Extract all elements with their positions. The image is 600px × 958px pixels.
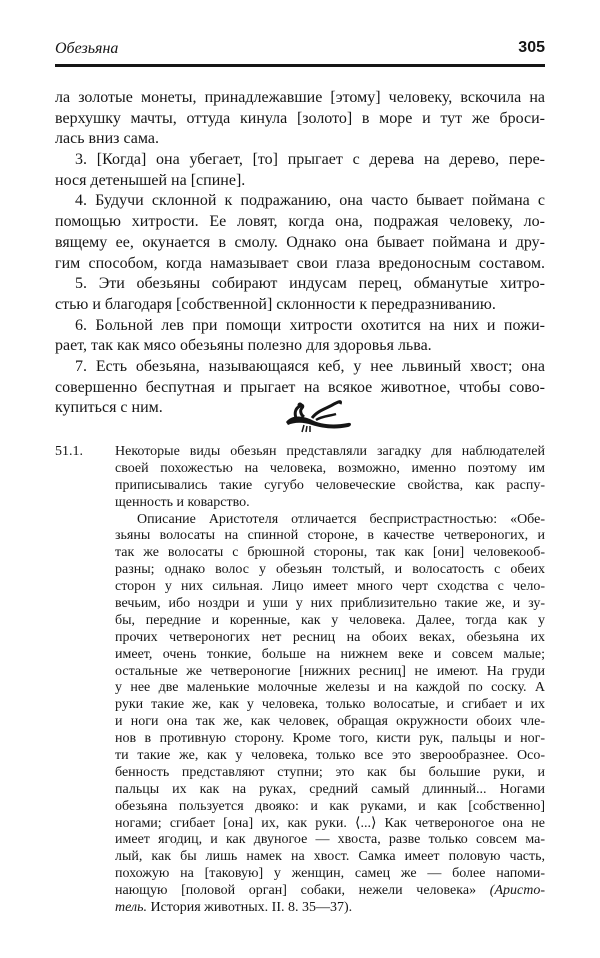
- text-segment: ногами; сгибает [она] их, как руки. ⟨...⟩ Как четвероногое она не: [115, 815, 545, 831]
- text-segment: вечьим, ибо ноздри и уши у них приблизительно такие же, и зу-: [115, 596, 545, 612]
- text-line: [115, 816, 545, 833]
- text-line: [115, 883, 545, 900]
- text-line: [55, 150, 545, 171]
- note-number: 51.1.: [55, 444, 83, 459]
- text-segment: 3. [Когда] она убегает, [то] прыгает с дерева на дерево, пере-: [75, 151, 545, 169]
- text-line: [115, 613, 545, 630]
- text-line: [115, 461, 545, 478]
- text-line: [115, 664, 545, 681]
- text-segment: 4. Будучи склонной к подражанию, она часто бывает поймана с: [75, 192, 545, 210]
- text-segment: стью и благодаря [собственной] склонности к передразниванию.: [55, 295, 496, 313]
- text-segment: сторон у них сильная. Лицо имеет много черт сходства с чело-: [115, 579, 545, 595]
- text-segment: похожую на [таковую] у женщин, самец же — более напоми-: [115, 866, 545, 882]
- text-line: [115, 782, 545, 799]
- text-segment: гим способом, когда намазывает свои глаза вредоносным составом.: [55, 254, 545, 272]
- text-line: [115, 647, 545, 664]
- text-segment: Описание Аристотеля отличается беспристрастностью: «Обе-: [137, 511, 545, 527]
- text-segment: лый, как бы лишь намек на хвост. Самка имеет половую часть,: [115, 849, 545, 865]
- text-line: [55, 88, 545, 109]
- text-segment: приписывались такие сугубо человеческие свойства, как распу-: [115, 477, 545, 493]
- text-line: [115, 512, 545, 529]
- text-line: [115, 596, 545, 613]
- text-segment: верхушку мачты, оттуда кинула [золото] в море и тут же броси-: [55, 109, 545, 127]
- text-segment: разны; однако волос у обезьян толстый, и волосатость с обеих: [115, 562, 545, 578]
- text-line: [55, 233, 545, 254]
- main-text: [55, 88, 545, 419]
- text-line: [115, 478, 545, 495]
- page-number: 305: [518, 39, 545, 56]
- text-line: [115, 765, 545, 782]
- text-line: [55, 295, 545, 316]
- text-segment: ла золотые монеты, принадлежавшие [этому] человеку, вскочила на: [55, 89, 545, 106]
- text-segment: История животных. II. 8. 35—37).: [146, 900, 353, 916]
- text-line: [115, 697, 545, 714]
- text-line: [115, 579, 545, 596]
- italic-text: (Аристо-: [489, 883, 545, 899]
- text-line: [115, 714, 545, 731]
- text-segment: остальные же четвероногие [нижних ресниц] не имеют. На груди: [115, 663, 545, 679]
- text-segment: так же волосаты с брюшной стороны, так как [они] человекооб-: [115, 545, 545, 561]
- text-segment: прочих четвероногих нет ресниц на обоих веках, обезьяна их: [115, 629, 545, 645]
- text-line: [115, 849, 545, 866]
- text-segment: рает, так как мясо обезьяны полезно для здоровья льва.: [55, 337, 432, 355]
- text-segment: нося детенышей на [спине].: [55, 171, 246, 189]
- text-line: [115, 799, 545, 816]
- text-segment: пальцы их как на руках, средний самый длинный... Ногами: [115, 781, 545, 797]
- text-segment: помощью хитрости. Ее ловят, когда она, подражая человеку, ло-: [55, 213, 545, 231]
- header-rule: [55, 64, 545, 67]
- text-segment: руки такие же, как у человека, только волосатые, и сгибает и их: [115, 697, 545, 713]
- text-segment: бенность представляют ступни; это как бы большие руки, и: [115, 764, 545, 780]
- text-segment: щенность и коварство.: [115, 494, 250, 510]
- text-segment: совершенно беспутная и прыгает на всякое животное, чтобы сово-: [55, 378, 545, 396]
- text-segment: ти такие же, как у человека, только все это зверообразнее. Осо-: [115, 748, 545, 764]
- text-segment: имеет ягодиц, и как двуногое — хвоста, разве только совсем ма-: [115, 832, 545, 848]
- text-segment: вящему ее, окунается в смолу. Однако она бывает поймана и дру-: [55, 233, 545, 251]
- text-line: [115, 630, 545, 647]
- text-line: [55, 129, 545, 150]
- text-line: [115, 731, 545, 748]
- italic-text: тель.: [115, 900, 147, 916]
- running-header-title: Обезьяна: [55, 40, 119, 57]
- text-segment: нающую [половой орган] собаки, нежели человека»: [115, 883, 490, 899]
- text-line: [55, 336, 545, 357]
- text-segment: лась вниз сама.: [55, 130, 159, 148]
- text-line: [115, 528, 545, 545]
- text-segment: бы, передние и коренные, как у человека. Далее, тогда как у: [115, 612, 545, 628]
- text-line: [55, 212, 545, 233]
- text-line: [115, 866, 545, 883]
- text-line: [55, 171, 545, 192]
- commentary-text: [115, 444, 545, 917]
- text-segment: Некоторые виды обезьян представляли загадку для наблюдателей: [115, 444, 545, 459]
- text-segment: зьяны волосаты на спинной стороне, в качестве четвероногих, и: [115, 528, 545, 544]
- text-line: [55, 254, 545, 275]
- text-line: [55, 274, 545, 295]
- text-line: [55, 357, 545, 378]
- text-segment: нов в противную сторону. Кроме того, кисти рук, пальцы и ног-: [115, 731, 545, 747]
- text-segment: 6. Больной лев при помощи хитрости охотится на них и пожи-: [75, 316, 545, 334]
- text-line: [115, 832, 545, 849]
- text-segment: 7. Есть обезьяна, называющаяся кеб, у нее львиный хвост; она: [75, 357, 545, 375]
- text-line: [115, 680, 545, 697]
- text-line: [55, 191, 545, 212]
- text-line: [115, 900, 545, 917]
- text-line: [115, 444, 545, 461]
- text-segment: купиться с ним.: [55, 399, 163, 417]
- text-segment: своей похожестью на человека, возможно, именно поэтому им: [115, 460, 545, 476]
- text-line: [55, 316, 545, 337]
- text-line: [115, 545, 545, 562]
- text-segment: 5. Эти обезьяны собирают индусам перец, обманутые хитро-: [75, 275, 545, 293]
- lizard-ornament-icon: [282, 396, 354, 434]
- text-line: [115, 562, 545, 579]
- text-line: [115, 748, 545, 765]
- text-segment: имеет, очень тонкие, больше на нижнем веке и совсем малые;: [115, 646, 545, 662]
- text-segment: и ноги она так же, как человек, обращая окружности обоих чле-: [115, 714, 545, 730]
- text-segment: у нее две маленькие молочные железы и на каждой по соску. А: [115, 680, 545, 696]
- text-line: [55, 109, 545, 130]
- text-segment: обезьяна пользуется двояко: и как руками, и как [собственно]: [115, 798, 545, 814]
- text-line: [115, 495, 545, 512]
